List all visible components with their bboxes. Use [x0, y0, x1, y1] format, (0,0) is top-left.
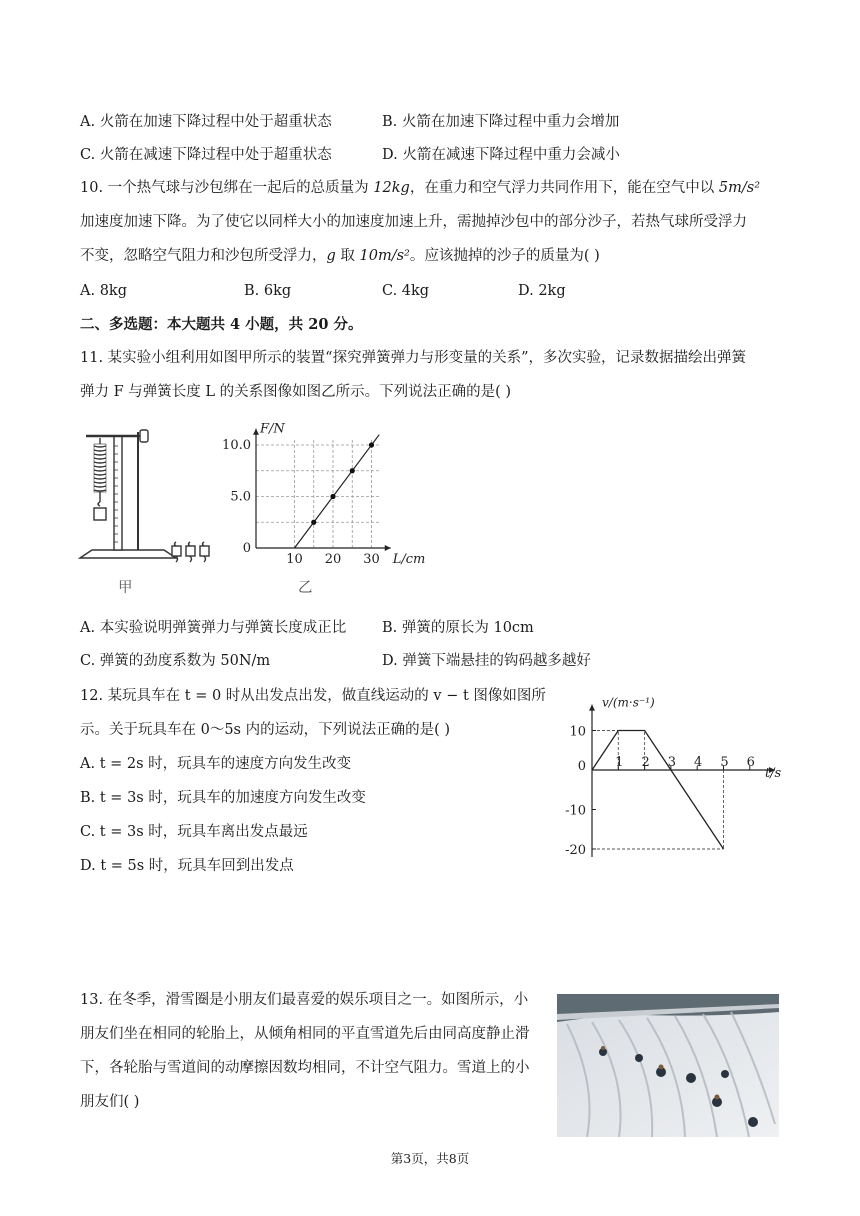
- data-line: [295, 435, 380, 548]
- q12-option-c: C. t = 3s 时，玩具车离出发点最远: [80, 824, 308, 840]
- q11-line-2: 弹力 F 与弹簧长度 L 的关系图像如图乙所示。下列说法正确的是( ): [80, 384, 512, 400]
- x-axis-arrow: [385, 545, 391, 551]
- q13-line-4: 朋友们( ): [80, 1094, 140, 1110]
- q12-line-2: 示。关于玩具车在 0～5s 内的运动，下列说法正确的是( ): [80, 722, 451, 738]
- y-axis-arrow: [253, 429, 259, 435]
- q9-option-b: B. 火箭在加速下降过程中重力会增加: [382, 114, 620, 130]
- q11-option-c: C. 弹簧的劲度系数为 50N/m: [80, 653, 271, 669]
- q11-option-b: B. 弹簧的原长为 10cm: [382, 620, 534, 636]
- q9-option-c: C. 火箭在减速下降过程中处于超重状态: [80, 147, 332, 163]
- q12-line-1: 12. 某玩具车在 t = 0 时从出发点出发，做直线运动的 v − t 图像如图所: [80, 688, 546, 704]
- q13-line-3: 下，各轮胎与雪道间的动摩擦因数均相同，不计空气阻力。雪道上的小: [80, 1060, 530, 1076]
- x-tick-label: 3: [667, 755, 677, 770]
- y-axis-label: v/(m·s⁻¹): [602, 695, 655, 710]
- x-tick-label: 30: [363, 552, 380, 567]
- q10-line-3: 不变，忽略空气阻力和沙包所受浮力，g 取 10m/s²。应该抛掉的沙子的质量为( ): [80, 248, 600, 264]
- mass-value: 12kg: [373, 180, 410, 196]
- x-tick-label: 2: [641, 755, 650, 770]
- q11-line-1: 11. 某实验小组利用如图甲所示的装置“探究弹簧弹力与形变量的关系”，多次实验，记录数据描绘出弹簧: [80, 350, 746, 366]
- y-tick-label: 5.0: [230, 489, 251, 505]
- snow-slide-photo: [557, 994, 779, 1137]
- y-tick-label: -20: [565, 843, 586, 858]
- q10-line-1: 10. 一个热气球与沙包绑在一起后的总质量为 12kg，在重力和空气浮力共同作用下，能在空气中以 5m/s²: [80, 180, 761, 196]
- q10-option-b: B. 6kg: [244, 283, 292, 299]
- figure-label-yi: 乙: [298, 580, 313, 596]
- data-point: [311, 520, 316, 525]
- velocity-time-chart: [550, 683, 790, 863]
- x-tick-label: 5: [720, 755, 729, 770]
- x-axis-label: t/s: [764, 766, 782, 781]
- q10-option-c: C. 4kg: [382, 283, 430, 299]
- q12-option-b: B. t = 3s 时，玩具车的加速度方向发生改变: [80, 790, 366, 806]
- q9-option-a: A. 火箭在加速下降过程中处于超重状态: [80, 114, 332, 130]
- q12-option-a: A. t = 2s 时，玩具车的速度方向发生改变: [80, 756, 352, 772]
- y-tick-label: 10: [569, 724, 586, 740]
- y-axis-label: F/N: [260, 421, 285, 437]
- x-tick-label: 4: [694, 755, 703, 770]
- q10-option-a: A. 8kg: [80, 283, 127, 299]
- x-tick-label: 1: [615, 755, 624, 770]
- x-tick-label: 20: [324, 552, 342, 567]
- spring-apparatus-figure: [72, 424, 222, 574]
- q11-option-a: A. 本实验说明弹簧弹力与弹簧长度成正比: [80, 620, 347, 636]
- y-tick-label: -10: [565, 803, 586, 819]
- acceleration-value: 5m/s²: [718, 180, 761, 196]
- q12-option-d: D. t = 5s 时，玩具车回到出发点: [80, 858, 294, 874]
- data-point: [330, 494, 335, 499]
- q13-line-2: 朋友们坐在相同的轮胎上，从倾角相同的平直雪道先后由同高度静止滑: [80, 1026, 530, 1042]
- x-tick-label: 6: [746, 755, 755, 770]
- data-point: [369, 442, 374, 447]
- x-axis-label: L/cm: [392, 552, 426, 567]
- y-tick-label: 0: [242, 541, 251, 556]
- page-footer: 第3页，共8页: [390, 1151, 470, 1166]
- y-axis-arrow: [589, 705, 595, 711]
- q10-option-d: D. 2kg: [518, 283, 566, 299]
- q13-line-1: 13. 在冬季，滑雪圈是小朋友们最喜爱的娱乐项目之一。如图所示，小: [80, 992, 529, 1008]
- velocity-line: [592, 731, 724, 850]
- q9-option-d: D. 火箭在减速下降过程中重力会减小: [382, 147, 620, 163]
- figure-label-jia: 甲: [118, 580, 133, 596]
- q10-line-2: 加速度加速下降。为了使它以同样大小的加速度加速上升，需抛掉沙包中的部分沙子，若热气球所受浮力: [80, 214, 747, 230]
- x-tick-label: 10: [286, 552, 303, 567]
- data-point: [350, 468, 355, 473]
- section-heading-multiple-choice: 二、多选题：本大题共 4 小题，共 20 分。: [80, 316, 363, 333]
- y-tick-label: 0: [577, 759, 586, 774]
- y-tick-label: 10.0: [222, 438, 251, 453]
- q11-option-d: D. 弹簧下端悬挂的钩码越多越好: [382, 653, 591, 669]
- force-length-chart: [218, 420, 426, 580]
